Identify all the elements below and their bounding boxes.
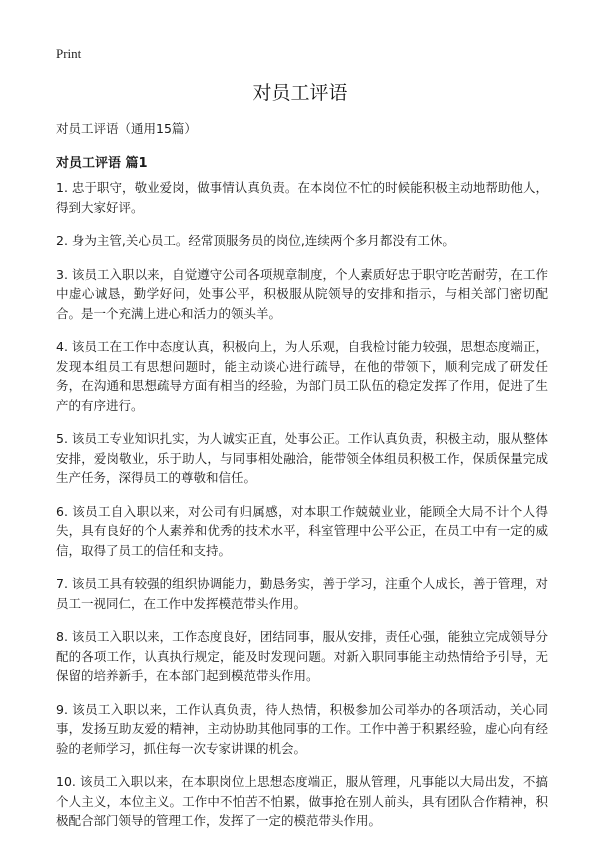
list-item: 6. 该员工自入职以来，对公司有归属感，对本职工作兢兢业业，能顾全大局不计个人得失，具有良好的个人素养和优秀的技术水平，科室管理中公平公正，在员工中有一定的威信，取得了员工的信任和支持。 xyxy=(56,503,548,558)
list-item: 10. 该员工入职以来，在本职岗位上思想态度端正，服从管理，凡事能以大局出发，不搞个人主义，本位主义。工作中不怕苦不怕累，做事抢在别人前头，具有团队合作精神，积极配合部门领导的管理工作，发挥了一定的模范带头作用。 xyxy=(56,774,548,828)
list-item: 4. 该员工在工作中态度认真，积极向上，为人乐观，自我检讨能力较强，思想态度端正，发现本组员工有思想问题时，能主动谈心进行疏导，在他的带领下，顺利完成了研发任务，在沟通和思想疏导方面有相当的经验，为部门员工队伍的稳定发挥了作用，促进了生产的有序进行。 xyxy=(56,339,548,413)
list-item: 1. 忠于职守，敬业爱岗，做事情认真负责。在本岗位不忙的时候能积极主动地帮助他人，得到大家好评。 xyxy=(56,180,548,215)
print-link[interactable]: Print xyxy=(56,46,82,61)
section-heading: 对员工评语 篇1 xyxy=(56,156,148,171)
list-item: 7. 该员工具有较强的组织协调能力，勤恳务实，善于学习，注重个人成长，善于管理，对员工一视同仁，在工作中发挥模范带头作用。 xyxy=(56,576,548,611)
page-title: 对员工评语 xyxy=(252,82,348,104)
list-item: 8. 该员工入职以来，工作态度良好，团结同事，服从安排，责任心强，能独立完成领导分配的各项工作，认真执行规定，能及时发现问题。对新入职同事能主动热情给予引导，无保留的培养新手，在本部门起到模范带头作用。 xyxy=(56,629,548,683)
list-item: 2. 身为主管,关心员工。经常顶服务员的岗位,连续两个多月都没有工休。 xyxy=(56,233,455,248)
list-item: 5. 该员工专业知识扎实，为人诚实正直，处事公正。工作认真负责，积极主动，服从整体安排，爱岗敬业，乐于助人，与同事相处融洽，能带领全体组员积极工作，保质保量完成生产任务，深得员工的尊敬和信任。 xyxy=(56,431,548,485)
list-item: 3. 该员工入职以来，自觉遵守公司各项规章制度，个人素质好忠于职守吃苦耐劳，在工作中虚心诚恳，勤学好问，处事公平，积极服从院领导的安排和指示，与相关部门密切配合。是一个充满上进心和活力的领头羊。 xyxy=(56,266,548,321)
document-subtitle: 对员工评语（通用15篇） xyxy=(56,121,197,136)
list-item: 9. 该员工入职以来，工作认真负责，待人热情，积极参加公司举办的各项活动，关心同事，发扬互助友爱的精神，主动协助其他同事的工作。工作中善于积累经验，虚心向有经验的老师学习，抓住每一次专家讲课的机会。 xyxy=(56,701,548,756)
comment-list xyxy=(56,178,548,845)
